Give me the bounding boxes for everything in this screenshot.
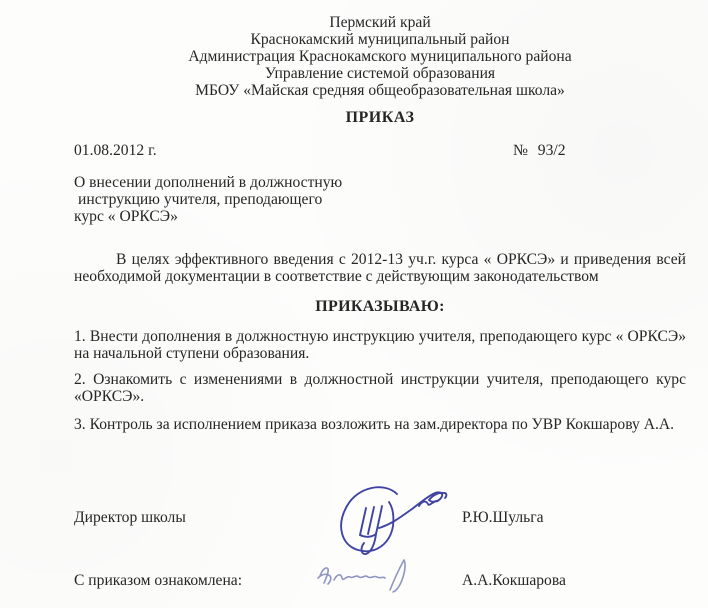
signature-name: А.А.Кокшарова — [462, 572, 566, 589]
order-item-2 — [74, 371, 686, 405]
resolution-heading: ПРИКАЗЫВАЮ: — [315, 298, 445, 315]
subject-line: О внесении дополнений в должностную — [74, 174, 343, 191]
order-subject — [74, 174, 686, 225]
order-item-line: 1. Внести дополнения в должностную инструкцию учителя, преподающего курс « ОРКСЭ» — [74, 328, 686, 345]
order-item-line: 2. Ознакомить с изменениями в должностной инструкции учителя, преподающего курс — [74, 371, 686, 388]
preamble-line: необходимой документации в соответствие с действующим законодательством — [74, 268, 599, 285]
letterhead-line-district: Краснокамский муниципальный район — [250, 31, 510, 48]
signature-label: Директор школы — [74, 509, 186, 526]
signature-row-director — [74, 509, 686, 526]
letterhead-line-school: МБОУ «Майская средняя общеобразовательная школа» — [195, 82, 565, 99]
order-date: 01.08.2012 г. — [74, 142, 157, 159]
subject-line: инструкцию учителя, преподающего — [78, 191, 323, 208]
letterhead — [74, 14, 686, 99]
letterhead-line-region: Пермский край — [329, 14, 431, 31]
order-item-line: 3. Контроль за исполнением приказа возложить на зам.директора по УВР Кокшарову А.А. — [74, 416, 675, 433]
letterhead-line-education-dept: Управление системой образования — [264, 65, 496, 82]
order-item-line: на начальной ступени образования. — [74, 345, 310, 362]
signature-label: С приказом ознакомлена: — [74, 572, 243, 589]
signature-row-acknowledged — [74, 572, 686, 589]
document-title: ПРИКАЗ — [345, 109, 415, 126]
order-item-line: «ОРКСЭ». — [74, 388, 145, 405]
date-number-row — [74, 142, 686, 159]
subject-line: курс « ОРКСЭ» — [74, 208, 178, 225]
preamble-line: В целях эффективного введения с 2012-13 уч.г. курса « ОРКСЭ» и приведения всей — [116, 251, 686, 268]
letterhead-line-administration: Администрация Краснокамского муниципального района — [188, 48, 572, 65]
order-item-1 — [74, 328, 686, 362]
order-number: № 93/2 — [513, 142, 566, 159]
signature-name: Р.Ю.Шульга — [462, 509, 544, 526]
order-preamble — [74, 251, 686, 285]
order-item-3 — [74, 416, 686, 433]
